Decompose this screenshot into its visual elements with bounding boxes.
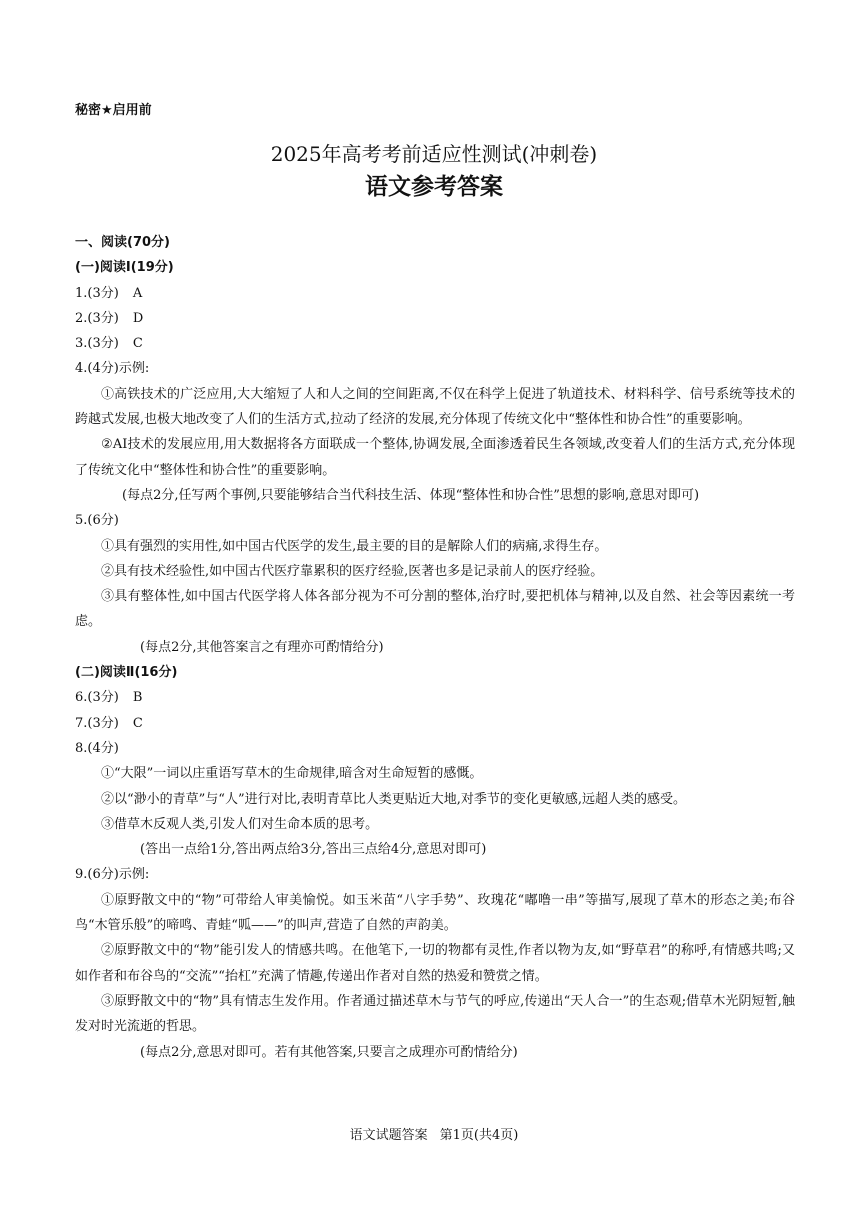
question-answer: B: [132, 690, 143, 706]
question-7: [75, 711, 795, 736]
page-number: 第1页(共4页): [439, 1128, 519, 1143]
answer-point: ①高铁技术的广泛应用,大大缩短了人和人之间的空间距离,不仅在科学上促进了轨道技术、材料科学、信号系统等技术的跨越式发展,也极大地改变了人们的生活方式,拉动了经济的发展,充分体现了传统文化中“整体性和协合性”的重要影响。: [75, 386, 795, 428]
question-number: 2.(3分): [75, 310, 119, 326]
page-title: 语文参考答案: [365, 174, 503, 200]
answer-point: ①“大限”一词以庄重语写草木的生命规律,暗含对生命短暂的感慨。: [101, 766, 483, 782]
question-answer: C: [132, 715, 143, 731]
answer-point: ②原野散文中的“物”能引发人的情感共鸣。在他笔下,一切的物都有灵性,作者以物为友,如“野草君”的称呼,有情感共鸣;又如作者和布谷鸟的“交流”“抬杠”充满了情趣,传递出作者对自然的热爱和赞赏之情。: [75, 943, 795, 984]
scoring-note: (每点2分,任写两个事例,只要能够结合当代科技生活、体现“整体性和协合性”思想的影响,意思对即可): [122, 487, 700, 503]
scoring-note: (每点2分,意思对即可。若有其他答案,只要言之成理亦可酌情给分): [140, 1044, 518, 1060]
question-answer: A: [132, 285, 143, 301]
answer-content: [75, 230, 795, 1065]
scoring-note: (答出一点给1分,答出两点给3分,答出三点给4分,意思对即可): [140, 842, 487, 858]
answer-point: ②具有技术经验性,如中国古代医疗靠累积的医疗经验,医著也多是记录前人的医疗经验。: [101, 563, 604, 579]
confidential-mark: 秘密★启用前: [75, 103, 152, 118]
question-answer: C: [132, 336, 143, 352]
answer-point: ①具有强烈的实用性,如中国古代医学的发生,最主要的目的是解除人们的病痛,求得生存。: [101, 538, 608, 554]
section-heading: 一、阅读(70分): [75, 235, 170, 250]
question-number: 1.(3分): [75, 285, 119, 301]
question-number: 6.(3分): [75, 690, 119, 706]
exam-subtitle: 2025年高考考前适应性测试(冲刺卷): [270, 142, 598, 166]
question-2: [75, 306, 795, 331]
part-heading: (一)阅读Ⅰ(19分): [75, 260, 174, 276]
answer-point: ②AI技术的发展应用,用大数据将各方面联成一个整体,协调发展,全面渗透着民生各领域,改变着人们的生活方式,充分体现了传统文化中“整体性和协合性”的重要影响。: [75, 437, 795, 478]
scoring-note: (每点2分,其他答案言之有理亦可酌情给分): [140, 639, 384, 655]
question-5-number: 5.(6分): [75, 513, 119, 529]
question-3: [75, 331, 795, 356]
answer-point: ③原野散文中的“物”具有情志生发作用。作者通过描述草木与节气的呼应,传递出“天人合一”的生态观;借草木光阴短暂,触发对时光流逝的哲思。: [75, 993, 795, 1035]
question-4-number: 4.(4分)示例:: [75, 361, 150, 377]
question-number: 3.(3分): [75, 336, 119, 352]
part-heading: (二)阅读Ⅱ(16分): [75, 665, 178, 681]
question-8-number: 8.(4分): [75, 740, 119, 756]
answer-point: ①原野散文中的“物”可带给人审美愉悦。如玉米苗“八字手势”、玫瑰花“嘟噜一串”等描写,展现了草木的形态之美;布谷鸟“木管乐般”的啼鸣、青蛙“呱——”的叫声,营造了自然的声韵美。: [75, 892, 795, 934]
question-1: [75, 281, 795, 306]
answer-point: ③具有整体性,如中国古代医学将人体各部分视为不可分割的整体,治疗时,要把机体与精神,以及自然、社会等因素统一考虑。: [75, 589, 795, 630]
question-9-number: 9.(6分)示例:: [75, 867, 150, 883]
answer-point: ②以“渺小的青草”与“人”进行对比,表明青草比人类更贴近大地,对季节的变化更敏感,远超人类的感受。: [101, 791, 686, 807]
page-footer: [0, 1124, 868, 1143]
question-number: 7.(3分): [75, 715, 119, 731]
question-answer: D: [132, 310, 144, 326]
question-6: [75, 685, 795, 710]
answer-point: ③借草木反观人类,引发人们对生命本质的思考。: [101, 816, 379, 832]
footer-label: 语文试题答案: [349, 1128, 428, 1143]
